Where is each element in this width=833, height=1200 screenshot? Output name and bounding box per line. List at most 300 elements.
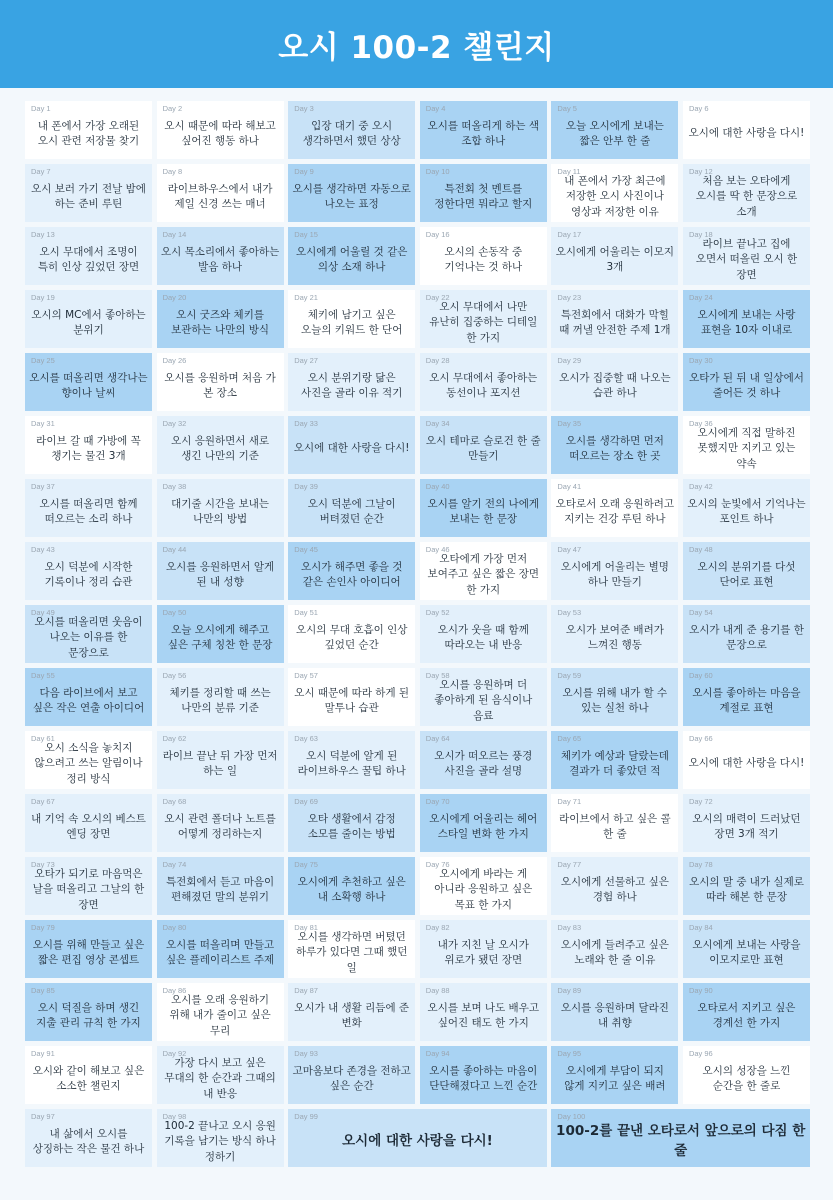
day-label: Day 90 [688, 986, 713, 995]
day-label: Day 69 [294, 797, 318, 806]
day-label: Day 77 [557, 860, 582, 869]
challenge-prompt: 내 기억 속 오시의 베스트 엔딩 장면 [31, 812, 146, 840]
challenge-cell [683, 542, 810, 600]
challenge-cell [25, 227, 152, 285]
day-label: Day 86 [162, 986, 187, 995]
challenge-prompt: 라이브에서 하고 싶은 콜 한 줄 [559, 812, 671, 840]
challenge-cell [683, 668, 810, 726]
challenge-prompt: 오시를 좋아하는 마음을 계절로 표현 [692, 686, 801, 714]
day-label: Day 16 [425, 230, 450, 239]
challenge-cell [157, 416, 284, 474]
challenge-cell [551, 227, 678, 285]
challenge-cell [25, 794, 152, 852]
challenge-prompt: 오시의 매력이 드러났던 장면 3개 적기 [692, 812, 801, 840]
day-label: Day 96 [688, 1049, 713, 1058]
challenge-cell [288, 416, 415, 474]
challenge-cell [551, 1109, 810, 1167]
challenge-cell [420, 164, 547, 222]
challenge-cell [551, 542, 678, 600]
challenge-prompt: 오시를 위해 만들고 싶은 짧은 편집 영상 콘셉트 [32, 938, 145, 966]
day-label: Day 38 [162, 482, 187, 491]
day-label: Day 10 [425, 167, 450, 176]
day-label: Day 41 [557, 482, 582, 491]
challenge-prompt: 오시에게 어울릴 것 같은 의상 소재 하나 [295, 245, 408, 273]
day-label: Day 60 [688, 671, 713, 680]
challenge-prompt: 오시의 눈빛에서 기억나는 포인트 하나 [687, 497, 806, 525]
challenge-cell [683, 290, 810, 348]
challenge-prompt: 오타가 되기로 마음먹은 날을 떠올리고 그날의 한 장면 [32, 868, 145, 911]
day-label: Day 27 [294, 356, 318, 365]
challenge-prompt: 오시에게 직접 말하진 못했지만 지키고 있는 약속 [697, 427, 796, 470]
challenge-cell [157, 542, 284, 600]
challenge-prompt: 오시 목소리에서 좋아하는 발음 하나 [160, 245, 280, 273]
day-label: Day 11 [557, 167, 581, 176]
challenge-cell [551, 857, 678, 915]
challenge-cell [25, 668, 152, 726]
day-label: Day 40 [425, 482, 450, 491]
challenge-prompt: 내 삶에서 오시를 상징하는 작은 물건 하나 [32, 1127, 145, 1155]
challenge-prompt: 오시에게 부담이 되지 않게 지키고 싶은 배려 [564, 1064, 666, 1092]
challenge-prompt: 오시에게 어울리는 이모지 3개 [555, 245, 674, 273]
challenge-cell [25, 857, 152, 915]
challenge-prompt: 오시의 성장을 느낀 순간을 한 줄로 [702, 1064, 791, 1092]
challenge-prompt: 오시를 위해 내가 할 수 있는 실천 하나 [562, 686, 668, 714]
challenge-cell [420, 605, 547, 663]
day-label: Day 18 [688, 230, 713, 239]
challenge-cell [157, 164, 284, 222]
challenge-cell [25, 983, 152, 1041]
day-label: Day 43 [31, 545, 55, 554]
challenge-cell [288, 290, 415, 348]
challenge-prompt: 오늘 오시에게 해주고 싶은 구체 칭찬 한 문장 [167, 623, 273, 651]
day-label: Day 81 [294, 923, 318, 932]
challenge-prompt: 오시를 떠올리며 만들고 싶은 플레이리스트 주제 [166, 938, 275, 966]
day-label: Day 94 [425, 1049, 450, 1058]
challenge-prompt: 오시 때문에 따라 하게 된 말투나 습관 [294, 686, 410, 714]
day-label: Day 49 [31, 608, 55, 617]
challenge-cell [25, 605, 152, 663]
challenge-cell [25, 101, 152, 159]
challenge-cell [683, 479, 810, 537]
challenge-prompt: 오시가 해주면 좋을 것 같은 손인사 아이디어 [301, 560, 403, 588]
challenge-cell [288, 164, 415, 222]
challenge-prompt: 오시에 대한 사랑을 다시! [293, 442, 410, 455]
challenge-prompt: 오시 덕분에 알게 된 라이브하우스 꿀팁 하나 [297, 749, 406, 777]
day-label: Day 32 [162, 419, 187, 428]
challenge-prompt: 오시를 생각하면 자동으로 나오는 표정 [292, 182, 411, 210]
day-label: Day 95 [557, 1049, 582, 1058]
challenge-prompt: 오시에 대한 사랑을 다시! [688, 757, 805, 770]
challenge-prompt: 오시의 손동작 중 기억나는 것 하나 [444, 245, 523, 273]
challenge-grid [25, 101, 810, 1167]
challenge-cell [683, 416, 810, 474]
challenge-cell [288, 479, 415, 537]
challenge-prompt: 오타가 된 뒤 내 일상에서 줄어든 것 하나 [689, 371, 804, 399]
day-label: Day 23 [557, 293, 582, 302]
day-label: Day 82 [425, 923, 450, 932]
challenge-cell [157, 290, 284, 348]
day-label: Day 87 [294, 986, 318, 995]
challenge-prompt: 오시를 좋아하는 마음이 단단해졌다고 느낀 순간 [429, 1064, 538, 1092]
challenge-cell [157, 1109, 284, 1167]
day-label: Day 56 [162, 671, 187, 680]
day-label: Day 85 [31, 986, 55, 995]
challenge-prompt: 오시의 무대 호흡이 인상 깊었던 순간 [295, 623, 408, 651]
challenge-cell [288, 227, 415, 285]
challenge-prompt: 라이브 끝난 뒤 가장 먼저 하는 일 [162, 749, 278, 777]
challenge-cell [683, 227, 810, 285]
challenge-cell [551, 731, 678, 789]
day-label: Day 12 [688, 167, 713, 176]
day-label: Day 65 [557, 734, 582, 743]
day-label: Day 67 [31, 797, 55, 806]
challenge-cell [157, 101, 284, 159]
challenge-cell [25, 1046, 152, 1104]
challenge-prompt: 오시에게 바라는 게 아니라 응원하고 싶은 목표 한 가지 [434, 868, 533, 911]
day-label: Day 62 [162, 734, 187, 743]
day-label: Day 8 [162, 167, 183, 176]
day-label: Day 58 [425, 671, 450, 680]
challenge-prompt: 오시의 분위기를 다섯 단어로 표현 [697, 560, 796, 588]
day-label: Day 3 [294, 104, 314, 113]
challenge-prompt: 오시 무대에서 좋아하는 동선이나 포지션 [429, 371, 538, 399]
challenge-prompt: 고마움보다 존경을 전하고 싶은 순간 [292, 1064, 411, 1092]
challenge-cell [420, 794, 547, 852]
day-label: Day 29 [557, 356, 582, 365]
challenge-cell [288, 794, 415, 852]
challenge-cell [683, 353, 810, 411]
day-label: Day 4 [425, 104, 446, 113]
challenge-prompt: 내 폰에서 가장 최근에 저장한 오시 사진이나 영상과 저장한 이유 [564, 175, 666, 218]
challenge-prompt: 오시 소식을 놓치지 않으려고 쓰는 알림이나 정리 방식 [34, 742, 143, 785]
challenge-cell [288, 542, 415, 600]
challenge-cell [551, 920, 678, 978]
challenge-prompt: 오시에게 추천하고 싶은 내 소확행 하나 [297, 875, 406, 903]
day-label: Day 59 [557, 671, 582, 680]
challenge-cell [551, 668, 678, 726]
day-label: Day 9 [294, 167, 314, 176]
day-label: Day 30 [688, 356, 713, 365]
day-label: Day 33 [294, 419, 318, 428]
challenge-cell [420, 479, 547, 537]
challenge-cell [157, 920, 284, 978]
day-label: Day 84 [688, 923, 713, 932]
day-label: Day 25 [31, 356, 55, 365]
day-label: Day 76 [425, 860, 450, 869]
challenge-cell [420, 290, 547, 348]
challenge-cell [551, 479, 678, 537]
challenge-cell [157, 227, 284, 285]
challenge-cell [551, 983, 678, 1041]
day-label: Day 21 [294, 293, 318, 302]
challenge-prompt: 특전회 첫 멘트를 정한다면 뭐라고 할지 [434, 182, 533, 210]
challenge-prompt: 다음 라이브에서 보고 싶은 작은 연출 아이디어 [32, 686, 145, 714]
day-label: Day 55 [31, 671, 55, 680]
day-label: Day 35 [557, 419, 582, 428]
challenge-prompt: 입장 대기 중 오시 생각하면서 했던 상상 [302, 119, 401, 147]
challenge-cell [420, 668, 547, 726]
challenge-cell [420, 416, 547, 474]
challenge-cell [157, 794, 284, 852]
challenge-cell [288, 353, 415, 411]
challenge-prompt: 오시를 보며 나도 배우고 싶어진 태도 한 가지 [427, 1001, 539, 1029]
day-label: Day 78 [688, 860, 713, 869]
challenge-cell [288, 920, 415, 978]
day-label: Day 51 [294, 608, 318, 617]
challenge-cell [25, 164, 152, 222]
challenge-cell [420, 1046, 547, 1104]
challenge-prompt: 오시를 생각하면 먼저 떠오르는 장소 한 곳 [565, 434, 664, 462]
challenge-prompt: 오시 덕분에 그날이 버텨졌던 순간 [307, 497, 396, 525]
challenge-cell [25, 290, 152, 348]
day-label: Day 1 [31, 104, 51, 113]
challenge-prompt: 오시의 MC에서 좋아하는 분위기 [31, 308, 146, 336]
day-label: Day 17 [557, 230, 582, 239]
day-label: Day 68 [162, 797, 187, 806]
day-label: Day 39 [294, 482, 318, 491]
day-label: Day 26 [162, 356, 187, 365]
day-label: Day 28 [425, 356, 450, 365]
challenge-prompt: 오시 무대에서 나만 유난히 집중하는 디테일 한 가지 [429, 301, 538, 344]
challenge-cell [551, 164, 678, 222]
day-label: Day 97 [31, 1112, 55, 1121]
challenge-cell [551, 353, 678, 411]
day-label: Day 53 [557, 608, 582, 617]
challenge-prompt: 오시를 알기 전의 나에게 보내는 한 문장 [427, 497, 539, 525]
day-label: Day 64 [425, 734, 450, 743]
challenge-prompt: 오시가 웃을 때 함께 따라오는 내 반응 [437, 623, 529, 651]
challenge-prompt: 오시에게 선물하고 싶은 경험 하나 [560, 875, 669, 903]
challenge-prompt: 라이브 끝나고 집에 오면서 떠올린 오시 한 장면 [695, 238, 798, 281]
day-label: Day 31 [31, 419, 55, 428]
day-label: Day 80 [162, 923, 187, 932]
day-label: Day 71 [557, 797, 582, 806]
challenge-prompt: 오시 분위기랑 닮은 사진을 골라 이유 적기 [301, 371, 403, 399]
day-label: Day 79 [31, 923, 55, 932]
day-label: Day 73 [31, 860, 55, 869]
challenge-cell [288, 857, 415, 915]
challenge-prompt: 오시 테마로 슬로건 한 줄 만들기 [425, 434, 541, 462]
challenge-prompt: 오시 덕분에 시작한 기록이나 정리 습관 [44, 560, 133, 588]
challenge-cell [25, 479, 152, 537]
challenge-cell [157, 668, 284, 726]
header-banner [0, 0, 833, 88]
challenge-prompt: 오시가 내게 준 용기를 한 문장으로 [689, 623, 804, 651]
challenge-cell [551, 605, 678, 663]
challenge-prompt: 오타에게 가장 먼저 보여주고 싶은 짧은 장면 한 가지 [427, 553, 539, 596]
day-label: Day 46 [425, 545, 450, 554]
challenge-cell [420, 542, 547, 600]
day-label: Day 45 [294, 545, 318, 554]
challenge-prompt: 특전회에서 대화가 막힐 때 꺼낼 안전한 주제 1개 [559, 308, 671, 336]
challenge-prompt: 100-2 끝나고 오시 응원 기록을 남기는 방식 하나 정하기 [164, 1120, 276, 1163]
challenge-cell [420, 353, 547, 411]
challenge-prompt: 체키가 예상과 달랐는데 결과가 더 좋았던 적 [560, 749, 669, 777]
challenge-cell [551, 290, 678, 348]
challenge-cell [683, 857, 810, 915]
challenge-cell [551, 101, 678, 159]
challenge-cell [157, 1046, 284, 1104]
day-label: Day 36 [688, 419, 713, 428]
day-label: Day 61 [31, 734, 55, 743]
day-label: Day 7 [31, 167, 51, 176]
challenge-cell [288, 1046, 415, 1104]
challenge-cell [157, 605, 284, 663]
challenge-prompt: 가장 다시 보고 싶은 무대의 한 순간과 그때의 내 반응 [164, 1057, 276, 1100]
challenge-cell [25, 731, 152, 789]
challenge-prompt: 오시와 같이 해보고 싶은 소소한 챌린지 [32, 1064, 145, 1092]
challenge-cell [157, 983, 284, 1041]
day-label: Day 91 [31, 1049, 55, 1058]
day-label: Day 57 [294, 671, 318, 680]
day-label: Day 70 [425, 797, 450, 806]
challenge-prompt: 오시를 떠올리면 생각나는 향이나 날씨 [29, 371, 148, 399]
day-label: Day 74 [162, 860, 187, 869]
challenge-cell [420, 983, 547, 1041]
day-label: Day 92 [162, 1049, 187, 1058]
day-label: Day 72 [688, 797, 713, 806]
day-label: Day 100 [557, 1112, 586, 1121]
challenge-prompt: 오시 덕질을 하며 생긴 지출 관리 규칙 한 가지 [36, 1001, 141, 1029]
challenge-cell [25, 920, 152, 978]
challenge-cell [683, 920, 810, 978]
challenge-cell [420, 227, 547, 285]
challenge-prompt: 내 폰에서 가장 오래된 오시 관련 저장물 찾기 [37, 119, 140, 147]
challenge-cell [288, 101, 415, 159]
day-label: Day 52 [425, 608, 450, 617]
challenge-prompt: 100-2를 끝낸 오타로서 앞으로의 다짐 한 줄 [556, 1123, 806, 1159]
challenge-cell [551, 416, 678, 474]
challenge-cell [157, 353, 284, 411]
day-label: Day 50 [162, 608, 187, 617]
challenge-cell [420, 857, 547, 915]
challenge-prompt: 오시 굿즈와 체키를 보관하는 나만의 방식 [171, 308, 270, 336]
challenge-cell [288, 605, 415, 663]
day-label: Day 2 [162, 104, 183, 113]
challenge-cell [25, 1109, 152, 1167]
day-label: Day 48 [688, 545, 713, 554]
challenge-prompt: 오시를 떠올리게 하는 색 조합 하나 [427, 119, 539, 147]
challenge-prompt: 오시에게 보내는 사랑을 이모지로만 표현 [692, 938, 801, 966]
challenge-prompt: 오시 무대에서 조명이 특히 인상 깊었던 장면 [37, 245, 140, 273]
day-label: Day 63 [294, 734, 318, 743]
day-label: Day 83 [557, 923, 582, 932]
challenge-prompt: 오시가 내 생활 리듬에 준 변화 [294, 1001, 410, 1029]
challenge-prompt: 처음 보는 오타에게 오시를 딱 한 문장으로 소개 [695, 175, 798, 218]
challenge-prompt: 대기줄 시간을 보내는 나만의 방법 [171, 497, 270, 525]
challenge-cell [683, 164, 810, 222]
challenge-cell [157, 731, 284, 789]
challenge-prompt: 오시에 대한 사랑을 다시! [342, 1133, 493, 1150]
challenge-prompt: 체키에 남기고 싶은 오늘의 키워드 한 단어 [301, 308, 403, 336]
day-label: Day 15 [294, 230, 318, 239]
day-label: Day 93 [294, 1049, 318, 1058]
challenge-prompt: 오타로서 지키고 싶은 경계선 한 가지 [697, 1001, 796, 1029]
challenge-cell [420, 101, 547, 159]
challenge-cell [683, 605, 810, 663]
challenge-prompt: 오시를 떠올리면 함께 떠오르는 소리 하나 [39, 497, 138, 525]
challenge-prompt: 오시를 생각하면 버텼던 하루가 있다면 그때 했던 일 [295, 931, 408, 974]
day-label: Day 24 [688, 293, 713, 302]
challenge-cell [25, 542, 152, 600]
challenge-prompt: 오시가 집중할 때 나오는 습관 하나 [559, 371, 671, 399]
challenge-prompt: 오시를 떠올리면 웃음이 나오는 이유를 한 문장으로 [34, 616, 143, 659]
challenge-prompt: 오시를 응원하며 달라진 내 취향 [560, 1001, 669, 1029]
challenge-prompt: 오시를 응원하며 더 좋아하게 된 음식이나 음료 [434, 679, 533, 722]
day-label: Day 14 [162, 230, 187, 239]
challenge-cell [420, 920, 547, 978]
day-label: Day 13 [31, 230, 55, 239]
day-label: Day 22 [425, 293, 450, 302]
challenge-prompt: 특전회에서 듣고 마음이 편해졌던 말의 분위기 [166, 875, 275, 903]
challenge-prompt: 오시가 보여준 배려가 느껴진 행동 [565, 623, 664, 651]
challenge-prompt: 오시에게 어울리는 별명 하나 만들기 [560, 560, 669, 588]
day-label: Day 5 [557, 104, 577, 113]
challenge-cell [25, 353, 152, 411]
challenge-prompt: 체키를 정리할 때 쓰는 나만의 분류 기준 [169, 686, 271, 714]
challenge-prompt: 오시 응원하면서 새로 생긴 나만의 기준 [171, 434, 270, 462]
day-label: Day 54 [688, 608, 713, 617]
day-label: Day 20 [162, 293, 187, 302]
challenge-prompt: 오시에 대한 사랑을 다시! [688, 127, 805, 140]
challenge-prompt: 오시의 말 중 내가 실제로 따라 해본 한 문장 [689, 875, 804, 903]
challenge-cell [157, 479, 284, 537]
day-label: Day 6 [688, 104, 709, 113]
challenge-prompt: 오시 때문에 따라 해보고 싶어진 행동 하나 [164, 119, 276, 147]
day-label: Day 88 [425, 986, 450, 995]
challenge-cell [551, 794, 678, 852]
challenge-cell [288, 983, 415, 1041]
challenge-cell [683, 101, 810, 159]
day-label: Day 66 [688, 734, 713, 743]
challenge-prompt: 오타로서 오래 응원하려고 지키는 건강 루틴 하나 [555, 497, 674, 525]
challenge-cell [288, 668, 415, 726]
challenge-prompt: 오시에게 어울리는 헤어 스타일 변화 한 가지 [429, 812, 538, 840]
challenge-cell [25, 416, 152, 474]
challenge-cell [288, 731, 415, 789]
challenge-prompt: 오시를 응원하면서 알게 된 내 성향 [166, 560, 275, 588]
day-label: Day 34 [425, 419, 450, 428]
challenge-prompt: 오시에게 들려주고 싶은 노래와 한 줄 이유 [560, 938, 669, 966]
challenge-cell [683, 983, 810, 1041]
day-label: Day 75 [294, 860, 318, 869]
page-title: 오시 100-2 챌린지 [278, 29, 555, 66]
challenge-prompt: 오시를 응원하며 처음 가 본 장소 [164, 371, 276, 399]
day-label: Day 47 [557, 545, 582, 554]
day-label: Day 37 [31, 482, 55, 491]
challenge-cell [683, 794, 810, 852]
day-label: Day 89 [557, 986, 582, 995]
challenge-prompt: 오시에게 보내는 사랑 표현을 10자 이내로 [697, 308, 796, 336]
day-label: Day 99 [294, 1112, 318, 1121]
challenge-prompt: 오늘 오시에게 보내는 짧은 안부 한 줄 [565, 119, 664, 147]
day-label: Day 42 [688, 482, 713, 491]
challenge-prompt: 내가 지친 날 오시가 위로가 됐던 장면 [437, 938, 529, 966]
challenge-cell [420, 731, 547, 789]
challenge-prompt: 라이브하우스에서 내가 제일 신경 쓰는 매너 [167, 182, 273, 210]
day-label: Day 98 [162, 1112, 187, 1121]
challenge-prompt: 오시를 오래 응원하기 위해 내가 줄이고 싶은 무리 [169, 994, 271, 1037]
challenge-cell [157, 857, 284, 915]
challenge-cell [683, 731, 810, 789]
day-label: Day 44 [162, 545, 187, 554]
challenge-cell [683, 1046, 810, 1104]
challenge-prompt: 오시 관련 폴더나 노트를 어떻게 정리하는지 [164, 812, 276, 840]
challenge-prompt: 라이브 갈 때 가방에 꼭 챙기는 물건 3개 [36, 434, 141, 462]
day-label: Day 19 [31, 293, 55, 302]
challenge-cell [288, 1109, 547, 1167]
challenge-prompt: 오시 보러 가기 전날 밤에 하는 준비 루틴 [31, 182, 146, 210]
